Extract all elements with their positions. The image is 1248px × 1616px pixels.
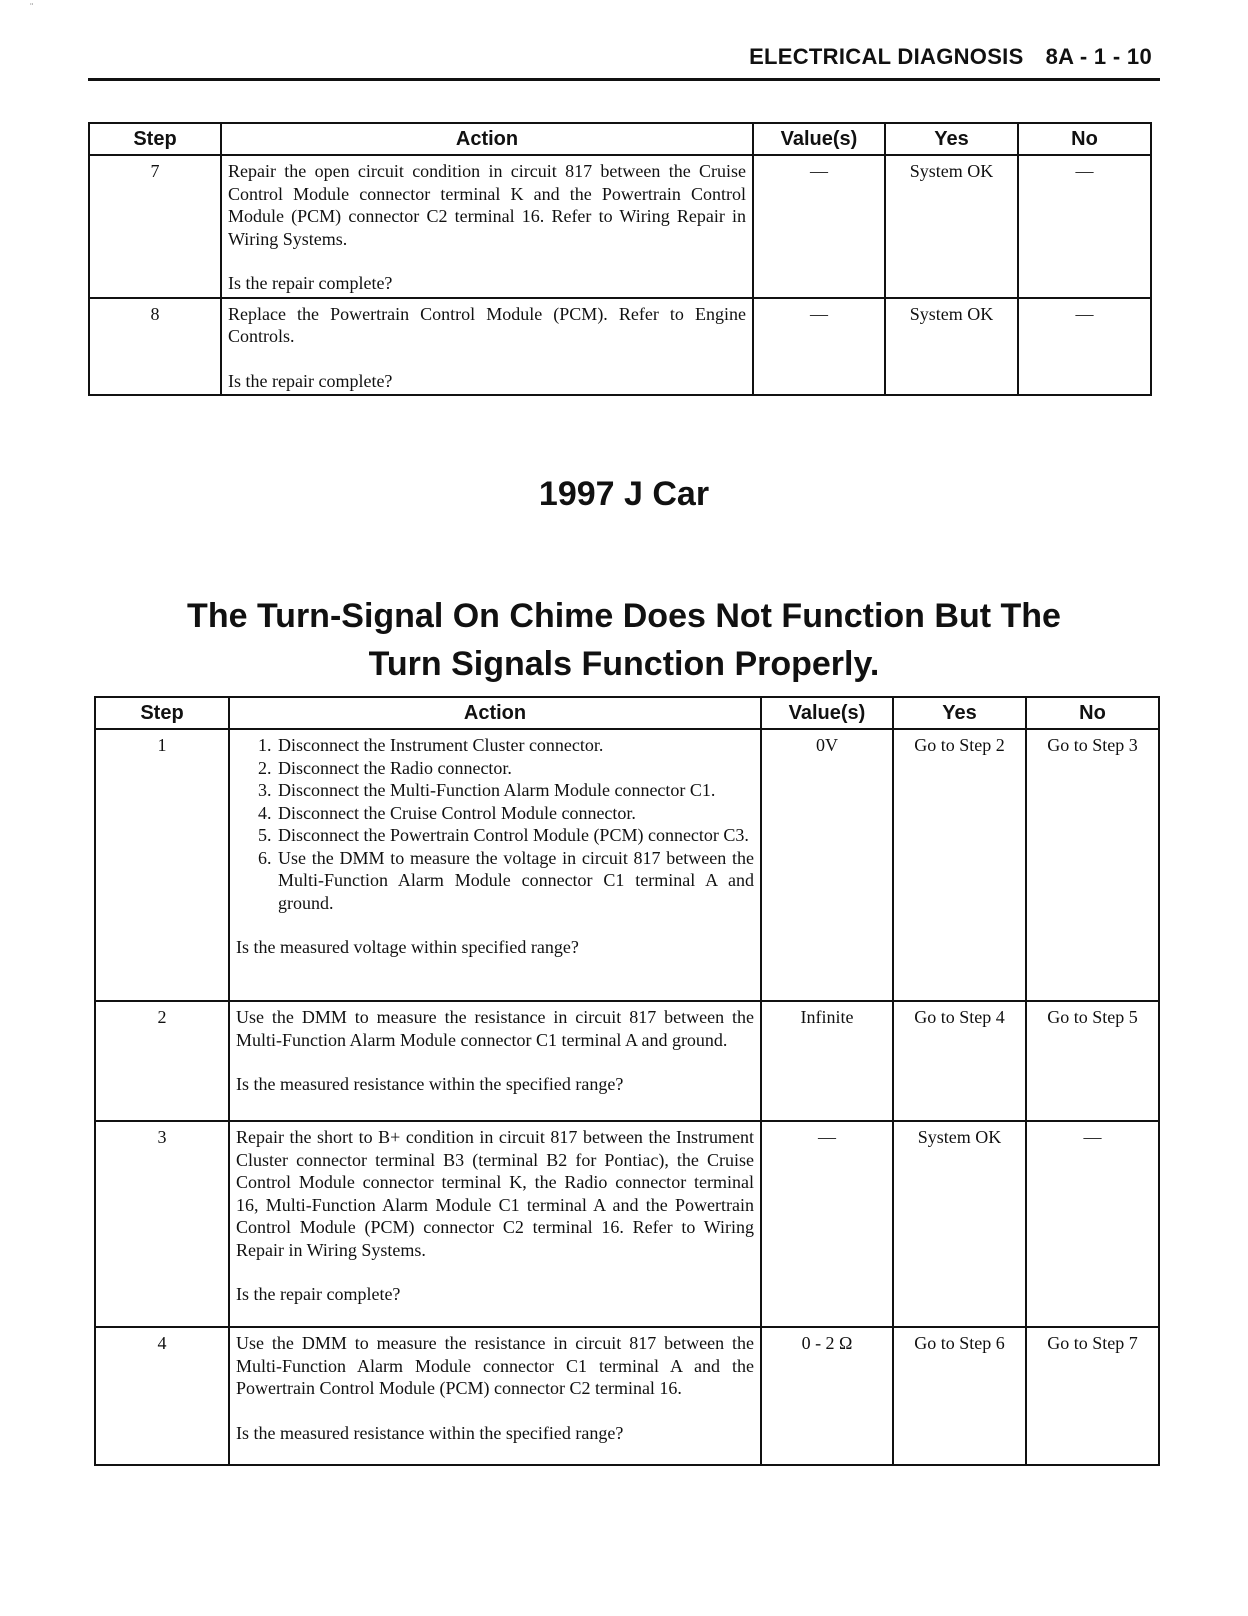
action-question: Is the measured voltage within specified range? (236, 937, 579, 957)
action-question: Is the repair complete? (228, 273, 393, 293)
header-text (749, 44, 1152, 70)
action-step-item: 3. Disconnect the Multi-Function Alarm Module connector C1. (276, 779, 754, 802)
action-step-item: 2. Disconnect the Radio connector. (276, 757, 754, 780)
no-cell: Go to Step 3 (1026, 729, 1159, 1001)
col-header-action: Action (221, 123, 753, 155)
step-number: 4 (95, 1327, 229, 1465)
table-row (89, 155, 1151, 298)
header-section: ELECTRICAL DIAGNOSIS (749, 44, 1024, 69)
car-title: 1997 J Car (538, 475, 710, 513)
values-cell: Infinite (761, 1001, 893, 1121)
col-header-no: No (1018, 123, 1151, 155)
yes-cell: Go to Step 4 (893, 1001, 1026, 1121)
action-cell (229, 1121, 761, 1327)
action-step-item: 1. Disconnect the Instrument Cluster connector. (276, 734, 754, 757)
action-text: Replace the Powertrain Control Module (PCM). Refer to Engine Controls. (228, 303, 746, 346)
table-row (95, 1001, 1159, 1121)
col-header-step: Step (89, 123, 221, 155)
action-question: Is the repair complete? (236, 1284, 401, 1304)
values-cell: 0 - 2 Ω (761, 1327, 893, 1465)
no-cell: Go to Step 7 (1026, 1327, 1159, 1465)
step-number: 1 (95, 729, 229, 1001)
action-cell (221, 155, 753, 298)
action-question: Is the repair complete? (228, 370, 393, 391)
values-cell: 0V (761, 729, 893, 1001)
action-question: Is the measured resistance within the specified range? (236, 1422, 624, 1443)
values-cell: — (761, 1121, 893, 1327)
values-cell: — (753, 298, 885, 396)
yes-cell: System OK (885, 155, 1018, 298)
col-header-action: Action (229, 697, 761, 729)
header-page-number: 8A - 1 - 10 (1045, 44, 1152, 69)
step-number: 2 (95, 1001, 229, 1121)
table-row (95, 729, 1159, 1001)
no-cell: Go to Step 5 (1026, 1001, 1159, 1121)
step-number: 8 (89, 298, 221, 396)
action-text: Repair the open circuit condition in circuit 817 between the Cruise Control Module connector terminal K and the Powertrain Control Module (PCM) connector C2 terminal 16. Refer to Wiring Repair in Wiring Systems. (228, 161, 746, 249)
yes-cell: System OK (893, 1121, 1026, 1327)
action-step-item: 5. Disconnect the Powertrain Control Module (PCM) connector C3. (276, 824, 754, 847)
action-text: Use the DMM to measure the resistance in circuit 817 between the Multi-Function Alarm Module connector C1 terminal A and ground. (236, 1007, 754, 1050)
action-text: Use the DMM to measure the resistance in circuit 817 between the Multi-Function Alarm Module connector C1 terminal A and the Powertrain Control Module (PCM) connector C2 terminal 16. (236, 1333, 754, 1398)
yes-cell: Go to Step 2 (893, 729, 1026, 1001)
no-cell: — (1026, 1121, 1159, 1327)
no-cell: — (1018, 155, 1151, 298)
col-header-yes: Yes (893, 697, 1026, 729)
action-text: Repair the short to B+ condition in circuit 817 between the Instrument Cluster connector terminal B3 (terminal B2 for Pontiac), the Cruise Control Module connector terminal K, the Radio connector terminal 16, Multi-Function Alarm Module C1 terminal A and the Powertrain Control Module (PCM) connector C2 terminal 16. Refer to Wiring Repair in Wiring Systems. (236, 1127, 754, 1260)
col-header-yes: Yes (885, 123, 1018, 155)
col-header-step: Step (95, 697, 229, 729)
action-cell (221, 298, 753, 396)
yes-cell: System OK (885, 298, 1018, 396)
action-step-list (236, 734, 754, 914)
no-cell: — (1018, 298, 1151, 396)
table-row (89, 298, 1151, 396)
procedure-title: The Turn-Signal On Chime Does Not Function But The Turn Signals Function Properly. (187, 597, 1061, 683)
step-number: 7 (89, 155, 221, 298)
step-number: 3 (95, 1121, 229, 1327)
page-header (88, 40, 1160, 81)
col-header-no: No (1026, 697, 1159, 729)
procedure-table-2 (94, 696, 1160, 1466)
table-row (95, 1327, 1159, 1465)
action-cell (229, 1327, 761, 1465)
values-cell: — (753, 155, 885, 298)
table-row (95, 1121, 1159, 1327)
action-question: Is the measured resistance within the specified range? (236, 1074, 624, 1094)
col-header-values: Value(s) (753, 123, 885, 155)
yes-cell: Go to Step 6 (893, 1327, 1026, 1465)
scan-mark: ¨ (30, 2, 34, 13)
action-cell (229, 1001, 761, 1121)
action-cell (229, 729, 761, 1001)
table-header-row (95, 697, 1159, 729)
procedure-table-1 (88, 122, 1152, 396)
table-header-row (89, 123, 1151, 155)
action-step-item: 4. Disconnect the Cruise Control Module connector. (276, 802, 754, 825)
action-step-item: 6. Use the DMM to measure the voltage in circuit 817 between the Multi-Function Alarm Module connector C1 terminal A and ground. (276, 847, 754, 915)
col-header-values: Value(s) (761, 697, 893, 729)
